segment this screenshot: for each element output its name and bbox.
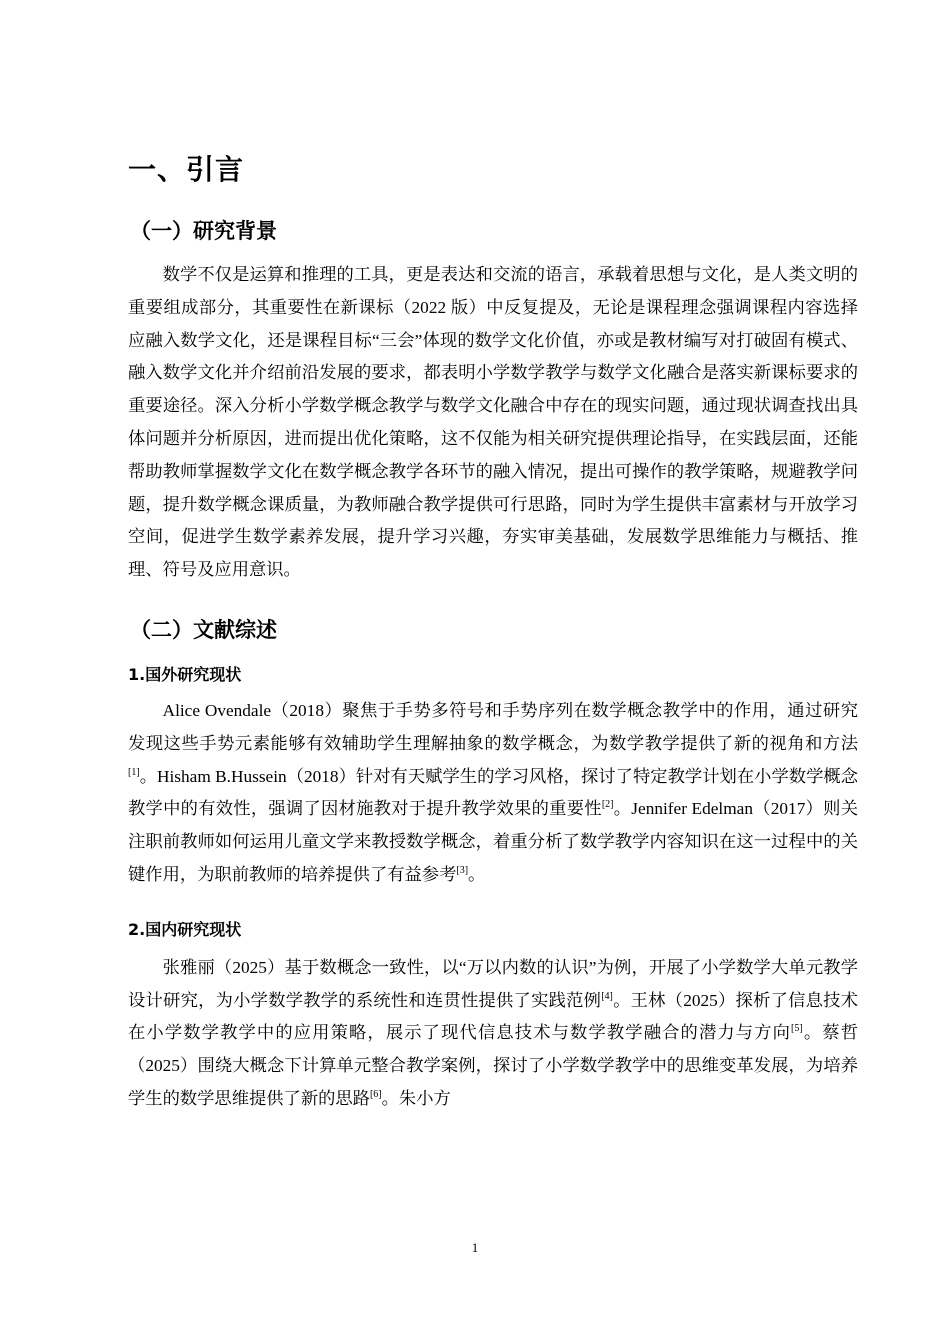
chapter-heading: 一、引言 bbox=[128, 153, 245, 186]
section-title-literature: （二）文献综述 bbox=[130, 617, 277, 642]
citation-marker: [2] bbox=[601, 799, 614, 811]
citation-marker: [1] bbox=[128, 766, 140, 778]
paragraph-text: Alice Ovendale（2018）聚焦于手势多符号和手势序列在数学概念教学中的作用，通过研究发现这些手势元素能够有效辅助学生理解抽象的数学概念，为数学教学提供了新的视角和方法 bbox=[128, 700, 858, 753]
paragraph-text: 。Jennifer Edelman（2017）则关注职前教师如何运用儿童文学来教授数学概念，着重分析了数学教学内容知识在这一过程中的关键作用，为职前教师的培养提供了有益参考 bbox=[128, 799, 858, 884]
subsection-title-domestic: 2.国内研究现状 bbox=[128, 919, 242, 939]
domestic-research-paragraph bbox=[128, 952, 858, 1116]
citation-marker: [3] bbox=[456, 865, 469, 877]
paragraph-text: 。王林（2025）探析了信息技术在小学数学教学中的应用策略，展示了现代信息技术与数学教学融合的潜力与方向 bbox=[128, 990, 858, 1043]
paragraph-text: 。 bbox=[468, 864, 486, 884]
foreign-research-paragraph bbox=[128, 695, 858, 892]
paragraph-text: 。朱小方 bbox=[381, 1088, 451, 1108]
page-content bbox=[128, 148, 858, 1116]
citation-marker: [6] bbox=[369, 1089, 382, 1101]
citation-marker: [5] bbox=[791, 1023, 803, 1035]
citation-marker: [4] bbox=[601, 990, 613, 1002]
section-title-background: （一）研究背景 bbox=[130, 219, 277, 243]
background-paragraph: 数学不仅是运算和推理的工具，更是表达和交流的语言，承载着思想与文化，是人类文明的重要组成部分，其重要性在新课标（2022 版）中反复提及，无论是课程理念强调课程内容选择应融入数学文化，还是课程目标“三会”体现的数学文化价值，亦或是教材编写对打破固有模式、融入数学文化并介绍前沿发展的要求，都表明小学数学教学与数学文化融合是落实新课标要求的重要途径。深入分析小学数学概念教学与数学文化融合中存在的现实问题，通过现状调查找出具体问题并分析原因，进而提出优化策略，这不仅能为相关研究提供理论指导，在实践层面，还能帮助教师掌握数学文化在数学概念教学各环节的融入情况，提出可操作的教学策略，规避教学问题，提升数学概念课质量，为教师融合教学提供可行思路，同时为学生提供丰富素材与开放学习空间，促进学生数学素养发展，提升学习兴趣，夯实审美基础，发展数学思维能力与概括、推理、符号及应用意识。 bbox=[128, 265, 858, 580]
subsection-title-foreign: 1.国外研究现状 bbox=[128, 664, 242, 684]
paragraph-text: 张雅丽（2025）基于数概念一致性，以“万以内数的认识”为例，开展了小学数学大单元教学设计研究，为小学数学教学的系统性和连贯性提供了实践范例 bbox=[128, 957, 858, 1010]
paragraph-text: 。蔡哲（2025）围绕大概念下计算单元整合教学案例，探讨了小学数学教学中的思维变革发展，为培养学生的数学思维提供了新的思路 bbox=[128, 1023, 858, 1108]
paragraph-text: 。Hisham B.Hussein（2018）针对有天赋学生的学习风格，探讨了特定教学计划在小学数学概念教学中的有效性，强调了因材施教对于提升教学效果的重要性 bbox=[128, 766, 858, 819]
page-number: 1 bbox=[471, 1240, 479, 1255]
